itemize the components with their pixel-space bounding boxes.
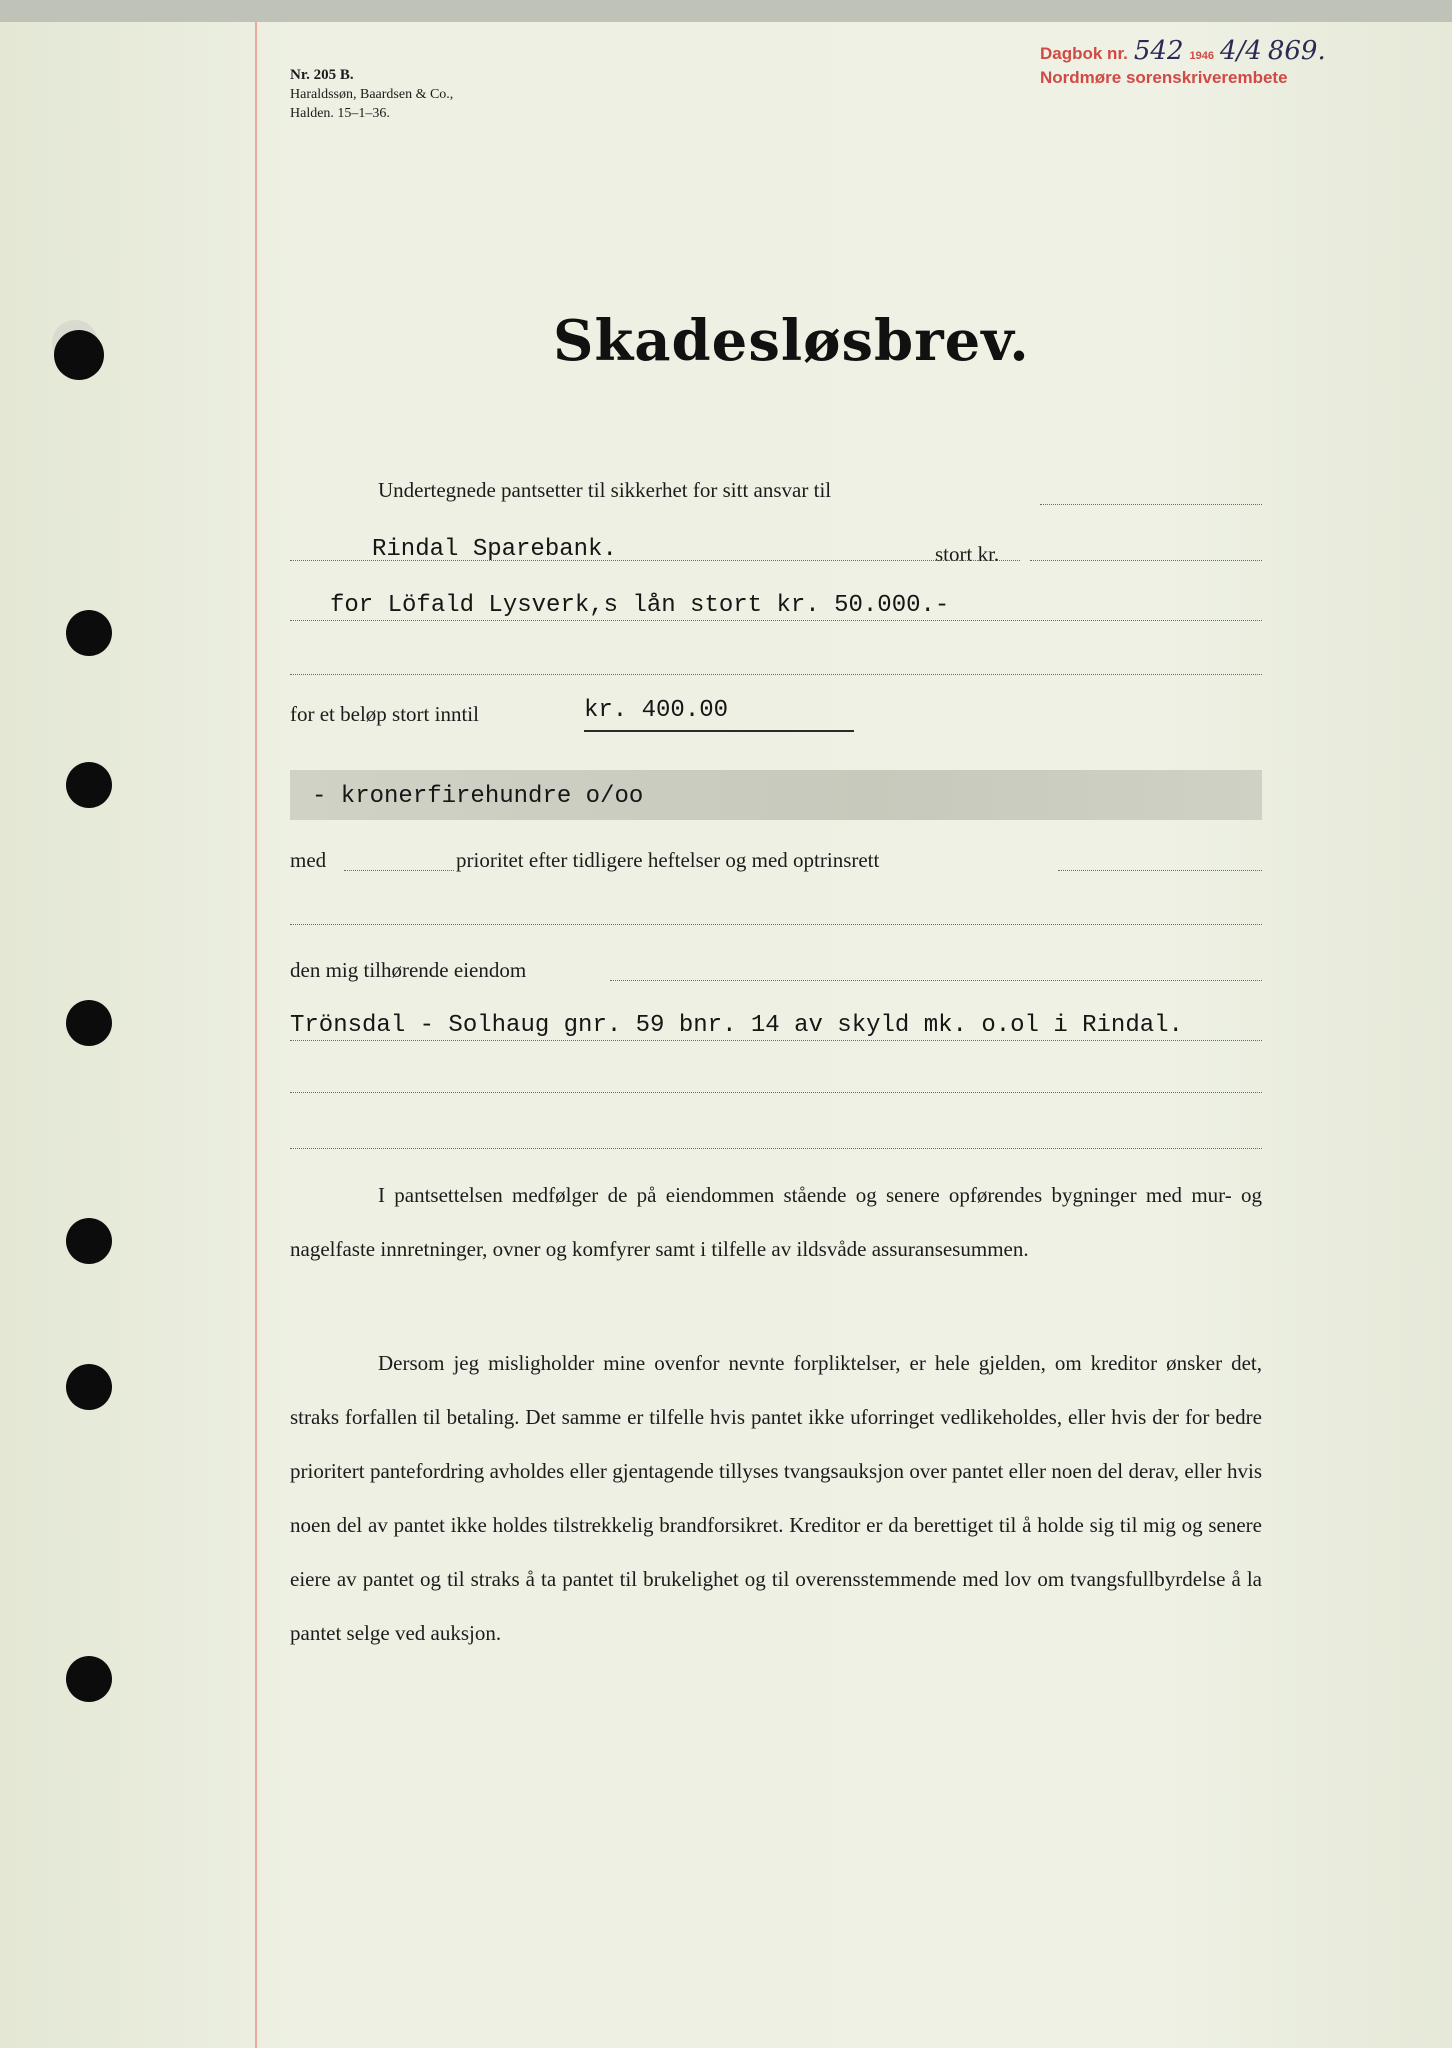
amount-value: kr. 400.00 — [584, 697, 729, 724]
priority-text: prioritet efter tidligere heftelser og med optrinsrett — [456, 848, 880, 872]
priority-med: med — [290, 848, 327, 872]
printer-line: Haraldssøn, Baardsen & Co., — [290, 87, 454, 102]
dagbok-label: Dagbok nr. — [1040, 44, 1128, 63]
stort-kr-label: stort kr. — [935, 542, 1000, 566]
amount-underline — [584, 730, 854, 732]
fill-line — [290, 674, 1262, 675]
punch-hole — [66, 1364, 112, 1410]
stamp-date: 4/4 — [1219, 36, 1262, 66]
fill-line — [1040, 504, 1262, 505]
fill-line — [290, 620, 1262, 621]
paragraph-default: Dersom jeg misligholder mine ovenfor nevnte forpliktelser, er hele gjelden, om kreditor ønsker det, straks forfallen til betaling. Det samme er tilfelle hvis pantet ikke uforringet vedlikeholdes, eller hvis der for bedre prioritert pantefordring avholdes eller gjentagende tillyses tvangsauksjon over pantet eller noen del derav, eller hvis noen del av pantet ikke holdes tilstrekkelig brandforsikret. Kreditor er da berettiget til å holde sig til mig og senere eiere av pantet og til straks å ta pantet til brukelighet og til overensstemmende med lov om tvangsfullbyrdelse å la pantet selge ved auksjon. — [290, 1351, 1262, 1645]
stamp-year: 1946 — [1189, 50, 1214, 62]
fill-line — [290, 924, 1262, 925]
punch-hole — [66, 1000, 112, 1046]
pledgor-line: Undertegnede pantsetter til sikkerhet for sitt ansvar til — [378, 478, 832, 502]
property-label: den mig tilhørende eiendom — [290, 958, 527, 982]
property-description: Trönsdal - Solhaug gnr. 59 bnr. 14 av skyld mk. o.ol i Rindal. — [290, 1012, 1183, 1039]
registry-stamp — [1040, 36, 1326, 89]
fill-line — [290, 1040, 1262, 1041]
margin-line — [255, 22, 257, 2048]
fill-line — [290, 1092, 1262, 1093]
fill-line — [610, 980, 1262, 981]
fill-line — [1058, 870, 1262, 871]
punch-hole — [54, 330, 104, 380]
punch-hole — [66, 610, 112, 656]
paragraph-inclusions: I pantsettelsen medfølger de på eiendommen stående og senere opførendes bygninger med mur- og nagelfaste innretninger, ovner og komfyrer samt i tilfelle av ildsvåde assuransesummen. — [290, 1183, 1262, 1261]
loan-description: for Löfald Lysverk,s lån stort kr. 50.000.- — [330, 592, 950, 619]
pledge-terms — [290, 1168, 1262, 1276]
fill-line — [1030, 560, 1262, 561]
amount-words: - kronerfirehundre o/oo — [312, 783, 644, 810]
scan-top-edge — [0, 0, 1452, 22]
punch-hole — [66, 1218, 112, 1264]
punch-hole — [66, 1656, 112, 1702]
page-number: 869. — [1267, 36, 1326, 66]
dagbok-number: 542 — [1133, 36, 1184, 66]
form-header — [290, 66, 453, 123]
fill-line — [290, 1148, 1262, 1149]
amount-label: for et beløp stort inntil — [290, 702, 479, 726]
fill-line — [344, 870, 454, 871]
punch-hole — [66, 762, 112, 808]
office-name: Nordmøre sorenskriverembete — [1040, 68, 1288, 87]
printer-date: Halden. 15–1–36. — [290, 106, 390, 121]
creditor-name: Rindal Sparebank. — [372, 536, 617, 563]
default-terms — [290, 1336, 1262, 1660]
fill-line — [290, 560, 1020, 561]
form-number: Nr. 205 B. — [290, 67, 354, 83]
document-title: Skadesløsbrev. — [553, 308, 1030, 374]
